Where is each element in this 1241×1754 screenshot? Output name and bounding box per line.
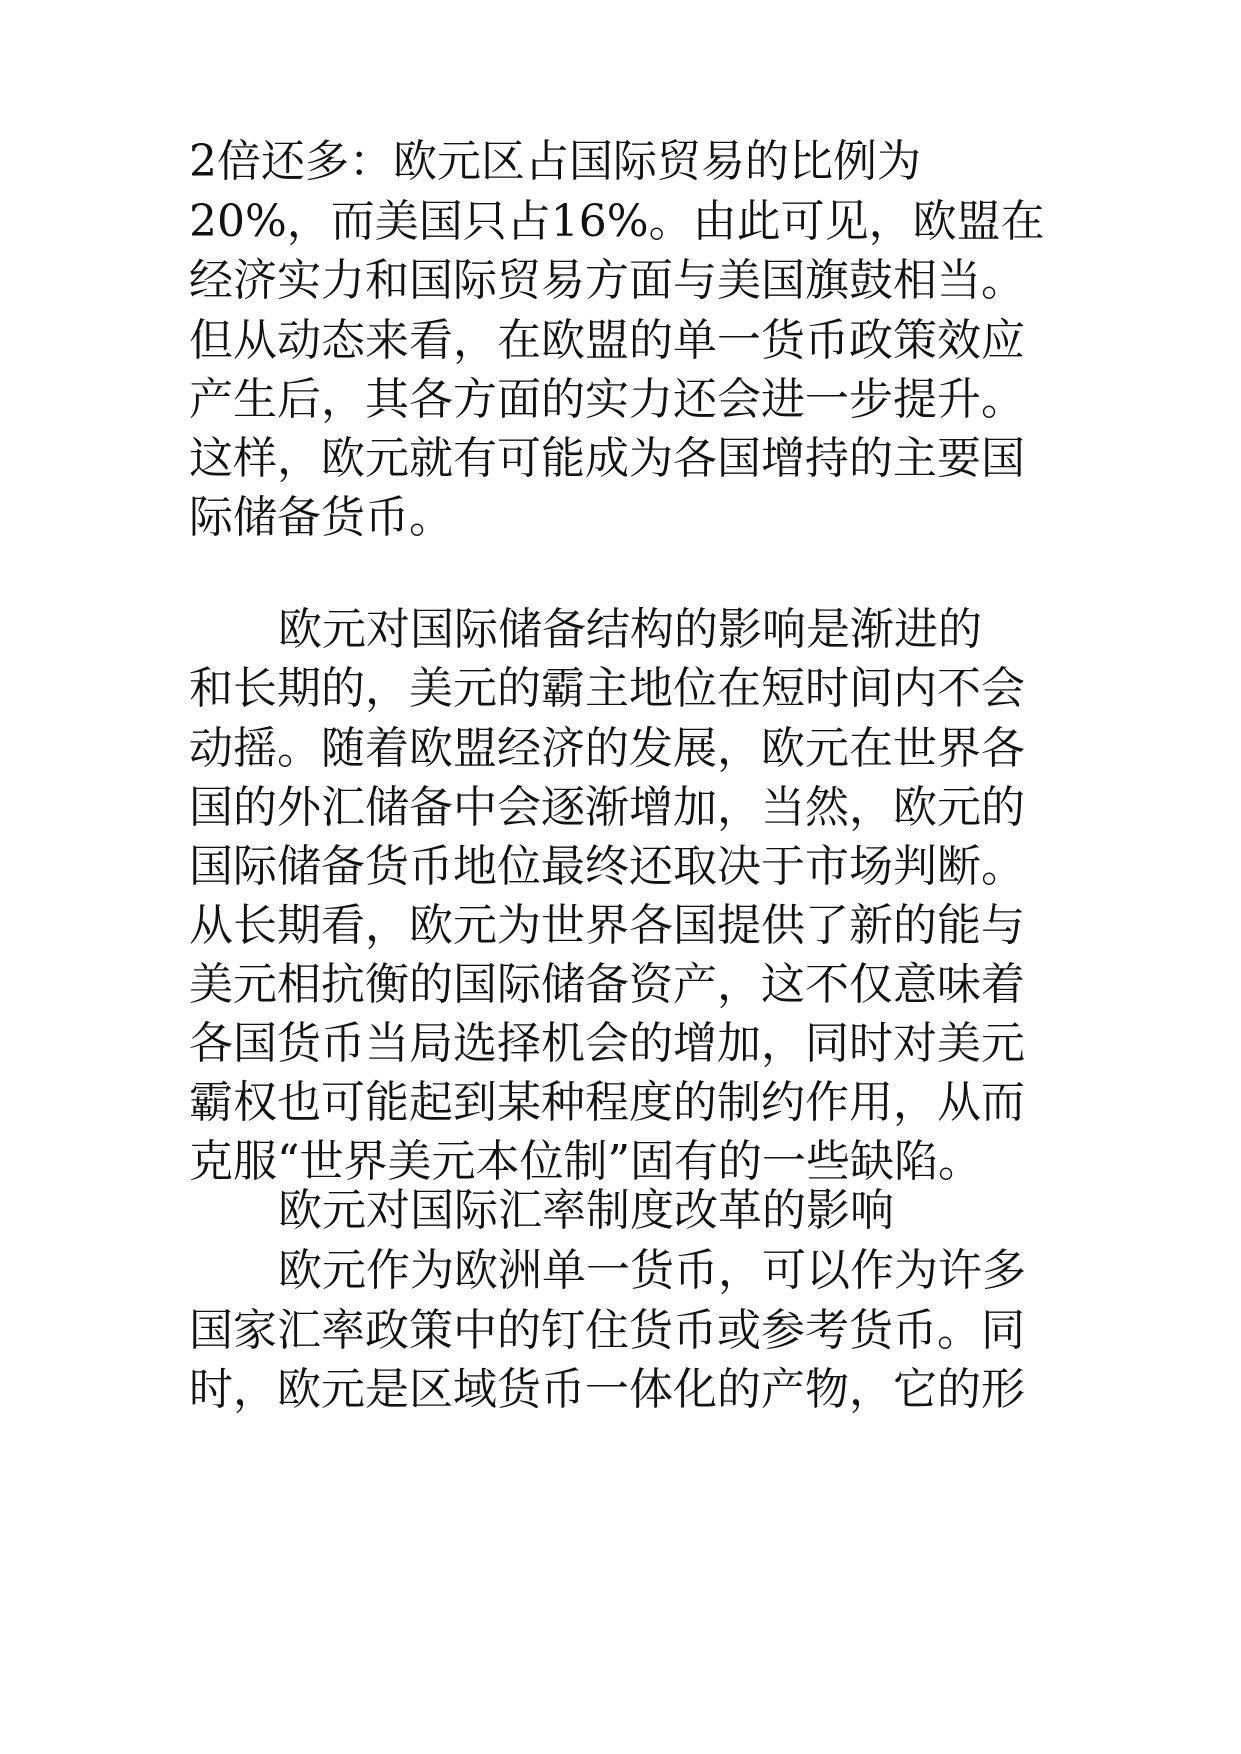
text-line: 产生后，其各方面的实力还会进一步提升。: [189, 374, 1025, 425]
text-line: 经济实力和国际贸易方面与美国旗鼓相当。: [189, 255, 1025, 306]
text-line: 欧元作为欧洲单一货币，可以作为许多: [278, 1245, 1026, 1296]
text-line: 2倍还多：欧元区占国际贸易的比例为: [189, 136, 921, 187]
text-line: 国际储备货币地位最终还取决于市场判断。: [189, 841, 1025, 892]
text-line: 和长期的，美元的霸主地位在短时间内不会: [189, 663, 1025, 714]
text-line: 动摇。随着欧盟经济的发展，欧元在世界各: [189, 723, 1025, 774]
text-line: 欧元对国际储备结构的影响是渐进的: [278, 604, 982, 655]
text-line: 但从动态来看，在欧盟的单一货币政策效应: [189, 315, 1025, 366]
text-line: 时，欧元是区域货币一体化的产物，它的形: [189, 1364, 1025, 1415]
text-line: 国的外汇储备中会逐渐增加，当然，欧元的: [189, 782, 1025, 833]
text-line: 际储备货币。: [189, 492, 453, 543]
text-line: 克服“世界美元本位制”固有的一些缺陷。: [189, 1136, 982, 1187]
text-line: 霸权也可能起到某种程度的制约作用，从而: [189, 1077, 1025, 1128]
text-line: 各国货币当局选择机会的增加，同时对美元: [189, 1018, 1025, 1069]
text-line: 从长期看，欧元为世界各国提供了新的能与: [189, 900, 1025, 951]
heading-line: 欧元对国际汇率制度改革的影响: [278, 1185, 894, 1236]
text-line: 这样，欧元就有可能成为各国增持的主要国: [189, 433, 1025, 484]
text-line: 美元相抗衡的国际储备资产，这不仅意味着: [189, 959, 1025, 1010]
text-line: 20%，而美国只占16%。由此可见，欧盟在: [189, 196, 1045, 247]
text-line: 国家汇率政策中的钉住货币或参考货币。同: [189, 1305, 1025, 1356]
